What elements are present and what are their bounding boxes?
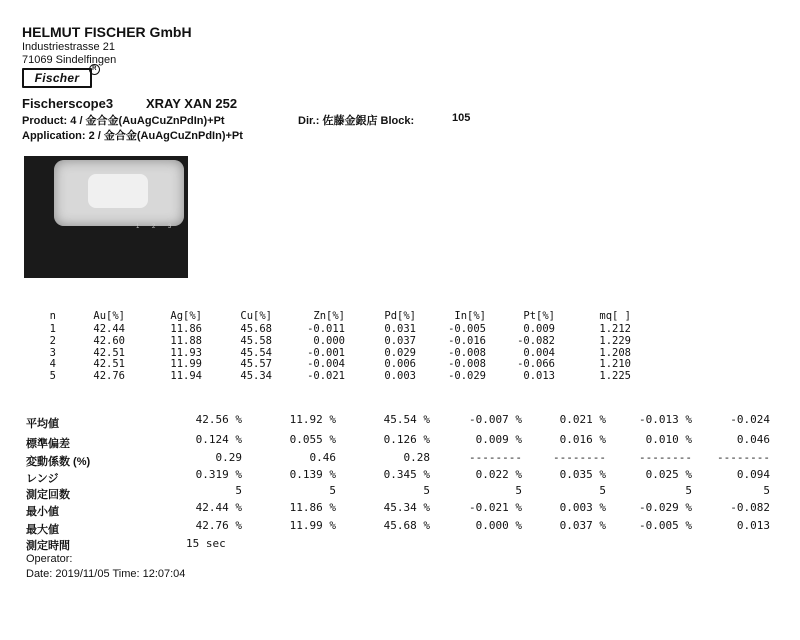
registered-mark: R (89, 64, 100, 75)
stat-value: 0.035 % (559, 468, 606, 481)
measure-time-label: 測定時間 (26, 540, 70, 552)
application-line: Application: 2 / 金合金(AuAgCuZnPdIn)+Pt (22, 130, 243, 142)
column-header: Au[%] (93, 310, 125, 322)
column-header: Pt[%] (523, 310, 555, 322)
table-cell: 0.029 (384, 346, 416, 359)
table-cell: 0.009 (523, 323, 555, 335)
table-cell: 4 (49, 358, 56, 371)
table-cell: 45.58 (240, 334, 272, 347)
stat-value: 0.46 (309, 451, 336, 464)
stat-value: 0.124 % (195, 433, 242, 446)
stat-value: 0.29 (215, 451, 242, 464)
measure-time-value: 15 sec (186, 537, 226, 550)
table-cell: 0.037 (384, 334, 416, 347)
stat-value: 42.76 % (195, 519, 242, 532)
stat-value: 42.56 % (195, 413, 242, 426)
stat-value: 0.009 % (475, 433, 522, 446)
table-cell: -0.016 (448, 334, 486, 347)
table-cell: 0.004 (523, 346, 555, 359)
stat-label: 標準偏差 (26, 438, 70, 450)
stat-value: 5 (423, 484, 430, 497)
product-line: Product: 4 / 金合金(AuAgCuZnPdIn)+Pt (22, 115, 225, 127)
stat-value: -------- (717, 451, 770, 464)
stat-value: 45.54 % (383, 413, 430, 426)
table-cell: 45.68 (240, 323, 272, 335)
table-cell: 1.229 (599, 334, 631, 347)
table-cell: 11.86 (170, 323, 202, 335)
instrument-name: Fischerscope3 (22, 96, 114, 111)
table-cell: 0.006 (384, 358, 416, 371)
stat-value: 45.34 % (383, 501, 430, 514)
table-cell: 11.99 (170, 358, 202, 371)
table-cell: 1.212 (599, 323, 631, 335)
stat-label: 最大値 (26, 524, 59, 536)
column-header: Ag[%] (170, 310, 202, 322)
sample-highlight (88, 174, 148, 208)
table-cell: 45.57 (240, 358, 272, 371)
table-cell: 0.003 (384, 370, 416, 383)
stat-value: -------- (553, 451, 606, 464)
stat-value: 0.003 % (559, 501, 606, 514)
stat-value: -0.029 % (639, 501, 692, 514)
stat-value: 0.094 (736, 468, 770, 481)
stat-label: 平均値 (26, 418, 59, 430)
column-header: In[%] (454, 310, 486, 322)
column-header: Zn[%] (313, 310, 345, 322)
stat-value: 0.021 % (559, 413, 606, 426)
company-name: HELMUT FISCHER GmbH (22, 24, 192, 40)
stat-value: -0.082 (730, 501, 770, 514)
table-cell: -0.008 (448, 358, 486, 371)
table-cell: 1.225 (599, 370, 631, 383)
stat-value: 5 (763, 484, 770, 497)
stat-value: 0.139 % (289, 468, 336, 481)
table-cell: -0.082 (517, 334, 555, 347)
stat-value: -0.005 % (639, 519, 692, 532)
table-cell: -0.001 (307, 346, 345, 359)
company-street: Industriestrasse 21 (22, 41, 115, 53)
stat-value: -0.024 (730, 413, 770, 426)
table-cell: 1.208 (599, 346, 631, 359)
table-cell: -0.008 (448, 346, 486, 359)
column-header: n (49, 310, 56, 322)
column-header: mq[ ] (599, 310, 631, 322)
date-time-line: Date: 2019/11/05 Time: 12:07:04 (26, 568, 186, 580)
logo-text: Fischer (34, 71, 80, 85)
scale-tick: 2 (152, 224, 156, 230)
company-city: 71069 Sindelfingen (22, 54, 117, 66)
stat-value: -0.013 % (639, 413, 692, 426)
stat-value: -0.021 % (469, 501, 522, 514)
stat-value: 0.126 % (383, 433, 430, 446)
table-cell: 45.34 (240, 370, 272, 383)
stat-value: 0.055 % (289, 433, 336, 446)
stat-value: 11.92 % (289, 413, 336, 426)
stat-value: 11.86 % (289, 501, 336, 514)
stat-value: 5 (599, 484, 606, 497)
table-cell: -0.005 (448, 323, 486, 335)
table-cell: 0.000 (313, 334, 345, 347)
table-cell: -0.029 (448, 370, 486, 383)
table-cell: 45.54 (240, 346, 272, 359)
table-cell: 42.44 (93, 323, 125, 335)
stat-value: 0.046 (736, 433, 770, 446)
table-cell: 11.94 (170, 370, 202, 383)
stat-value: 0.000 % (475, 519, 522, 532)
stat-value: 5 (515, 484, 522, 497)
stat-label: 変動係数 (%) (26, 456, 91, 468)
stat-value: 0.010 % (645, 433, 692, 446)
stat-value: -------- (639, 451, 692, 464)
stat-value: -0.007 % (469, 413, 522, 426)
stat-value: 0.345 % (383, 468, 430, 481)
table-cell: 0.031 (384, 323, 416, 335)
stat-value: -------- (469, 451, 522, 464)
stat-label: 最小値 (26, 506, 59, 518)
block-value: 105 (452, 112, 471, 124)
directory-line: Dir.: 佐藤金銀店 Block: (298, 115, 415, 127)
table-cell: -0.011 (307, 323, 345, 335)
table-cell: 3 (49, 346, 56, 359)
stat-value: 0.037 % (559, 519, 606, 532)
stat-value: 42.44 % (195, 501, 242, 514)
column-header: Cu[%] (240, 310, 272, 322)
stat-value: 0.013 (736, 519, 770, 532)
stat-value: 45.68 % (383, 519, 430, 532)
table-cell: 2 (49, 334, 56, 347)
stat-value: 0.016 % (559, 433, 606, 446)
stat-value: 5 (329, 484, 336, 497)
column-header: Pd[%] (384, 310, 416, 322)
stat-label: レンジ (26, 473, 59, 485)
table-cell: -0.066 (517, 358, 555, 371)
table-cell: 42.51 (93, 358, 125, 371)
stat-value: 0.025 % (645, 468, 692, 481)
stat-value: 0.28 (403, 451, 430, 464)
instrument-model: XRAY XAN 252 (146, 96, 238, 111)
stat-value: 5 (235, 484, 242, 497)
stat-value: 11.99 % (289, 519, 336, 532)
stat-value: 5 (685, 484, 692, 497)
scale-tick: 1 (136, 224, 140, 230)
table-cell: 11.88 (170, 334, 202, 347)
fischer-logo (22, 66, 97, 88)
table-cell: -0.021 (307, 370, 345, 383)
stat-value: 0.319 % (195, 468, 242, 481)
table-cell: 5 (49, 370, 56, 383)
table-cell: 0.013 (523, 370, 555, 383)
table-cell: 1 (49, 323, 56, 335)
scale-tick: 3 (168, 224, 172, 230)
operator-line: Operator: (26, 553, 73, 565)
table-cell: 11.93 (170, 346, 202, 359)
table-cell: 42.76 (93, 370, 125, 383)
table-cell: 1.210 (599, 358, 631, 371)
table-cell: 42.51 (93, 346, 125, 359)
table-cell: -0.004 (307, 358, 345, 371)
table-cell: 42.60 (93, 334, 125, 347)
sample-photo (24, 156, 188, 278)
stat-value: 0.022 % (475, 468, 522, 481)
stat-label: 測定回数 (26, 489, 70, 501)
